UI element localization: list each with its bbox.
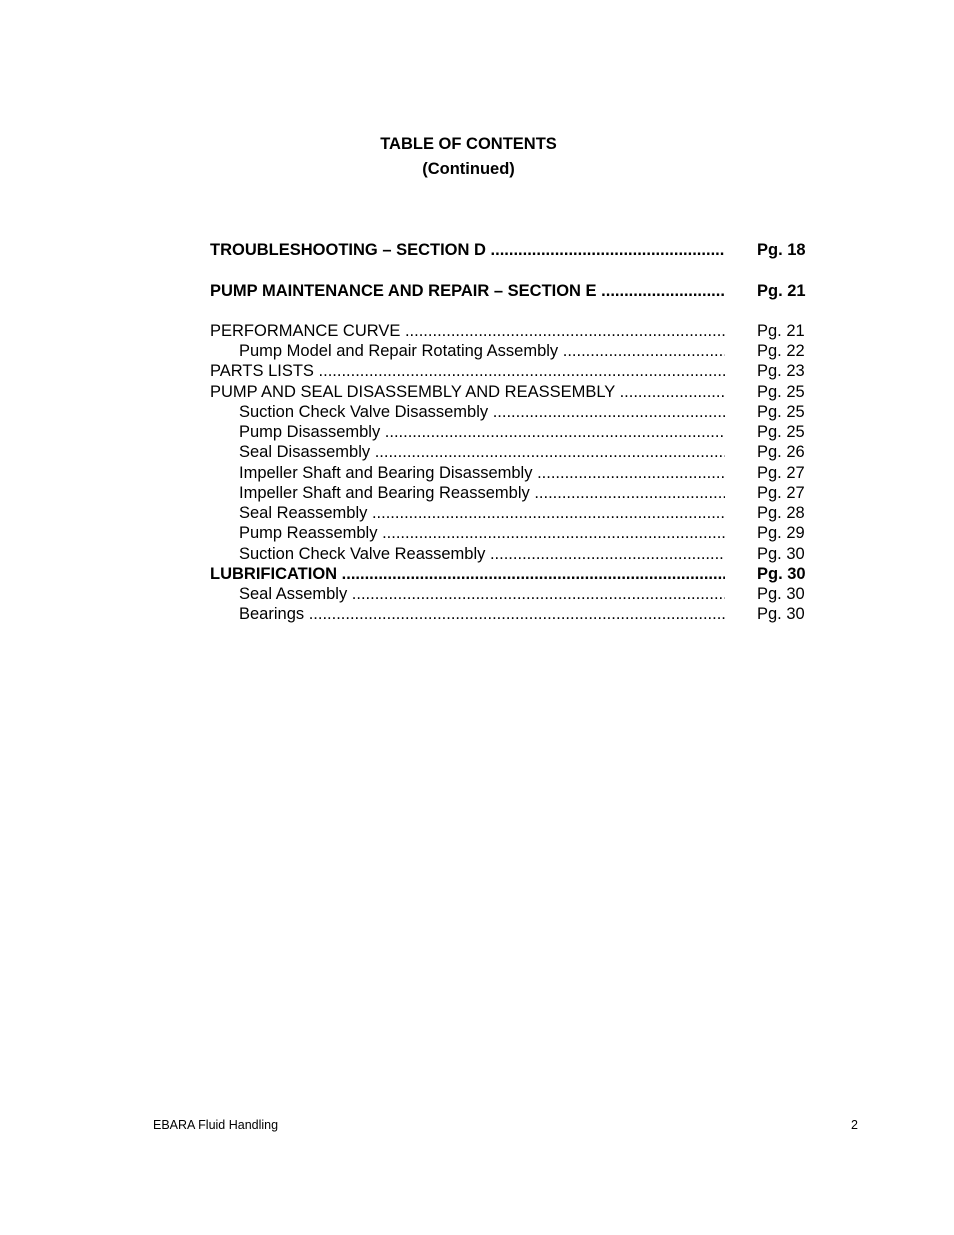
toc-entry-page: Pg. 30 bbox=[757, 585, 805, 603]
toc-entry-pump-disassembly[interactable] bbox=[210, 422, 810, 442]
toc-entry-impeller-disassembly[interactable] bbox=[210, 463, 810, 483]
toc-entry-label: Bearings bbox=[239, 605, 305, 623]
toc-title: TABLE OF CONTENTS bbox=[380, 135, 557, 153]
toc-entry-page: Pg. 23 bbox=[757, 362, 805, 380]
toc-entry-label: Pump Reassembly bbox=[239, 524, 378, 542]
footer-page-number: 2 bbox=[851, 1118, 858, 1132]
toc-entry-label: Pump Disassembly bbox=[239, 423, 381, 441]
toc-entry-page: Pg. 25 bbox=[757, 403, 805, 421]
toc-entry-page: Pg. 26 bbox=[757, 443, 805, 461]
toc-entry-pump-reassembly[interactable] bbox=[210, 523, 810, 543]
toc-entry-page: Pg. 30 bbox=[757, 565, 806, 583]
toc-entry-label: PUMP MAINTENANCE AND REPAIR – SECTION E bbox=[210, 282, 597, 300]
toc-entry-page: Pg. 30 bbox=[757, 545, 805, 563]
toc-entry-label: Impeller Shaft and Bearing Disassembly bbox=[239, 464, 533, 482]
toc-entry-parts-lists[interactable] bbox=[210, 361, 810, 381]
toc-entry-label: Suction Check Valve Disassembly bbox=[239, 403, 489, 421]
toc-entry-label: LUBRIFICATION bbox=[210, 565, 338, 583]
toc-entry-page: Pg. 27 bbox=[757, 484, 805, 502]
toc-entry-label: Seal Assembly bbox=[239, 585, 348, 603]
toc-entry-page: Pg. 18 bbox=[757, 241, 806, 259]
toc-entry-page: Pg. 25 bbox=[757, 383, 805, 401]
toc-entry-label: Pump Model and Repair Rotating Assembly bbox=[239, 342, 559, 360]
toc-entry-page: Pg. 22 bbox=[757, 342, 805, 360]
toc-entry-label: TROUBLESHOOTING – SECTION D bbox=[210, 241, 486, 259]
toc-entry-suction-check-reassembly[interactable] bbox=[210, 544, 810, 564]
toc-entry-bearings[interactable] bbox=[210, 604, 810, 624]
toc-entry-label: Seal Disassembly bbox=[239, 443, 371, 461]
footer-company: EBARA Fluid Handling bbox=[153, 1118, 279, 1132]
toc-entry-page: Pg. 21 bbox=[757, 282, 806, 300]
toc-entry-troubleshooting[interactable] bbox=[210, 240, 810, 260]
toc-entry-pump-maintenance[interactable] bbox=[210, 281, 810, 301]
toc-entry-label: Impeller Shaft and Bearing Reassembly bbox=[239, 484, 530, 502]
toc-entry-page: Pg. 21 bbox=[757, 322, 805, 340]
toc-entry-label: PERFORMANCE CURVE bbox=[210, 322, 401, 340]
toc-entry-page: Pg. 25 bbox=[757, 423, 805, 441]
toc-entry-suction-check-disassembly[interactable] bbox=[210, 402, 810, 422]
toc-entry-rotating-assembly[interactable] bbox=[210, 341, 810, 361]
toc-entry-seal-assembly[interactable] bbox=[210, 584, 810, 604]
toc-entry-label: Seal Reassembly bbox=[239, 504, 368, 522]
toc-entry-page: Pg. 29 bbox=[757, 524, 805, 542]
toc-entry-seal-reassembly[interactable] bbox=[210, 503, 810, 523]
toc-entry-label: PARTS LISTS bbox=[210, 362, 314, 380]
toc-entry-lubrification[interactable] bbox=[210, 564, 810, 584]
toc-entry-pump-seal-disassembly[interactable] bbox=[210, 382, 810, 402]
toc-entry-page: Pg. 30 bbox=[757, 605, 805, 623]
toc-entry-label: Suction Check Valve Reassembly bbox=[239, 545, 486, 563]
toc-entry-seal-disassembly[interactable] bbox=[210, 442, 810, 462]
toc-entry-page: Pg. 27 bbox=[757, 464, 805, 482]
toc-entry-page: Pg. 28 bbox=[757, 504, 805, 522]
toc-entry-performance-curve[interactable] bbox=[210, 321, 810, 341]
toc-entry-label: PUMP AND SEAL DISASSEMBLY AND REASSEMBLY bbox=[210, 383, 616, 401]
toc-entry-impeller-reassembly[interactable] bbox=[210, 483, 810, 503]
toc-subtitle: (Continued) bbox=[422, 160, 515, 178]
